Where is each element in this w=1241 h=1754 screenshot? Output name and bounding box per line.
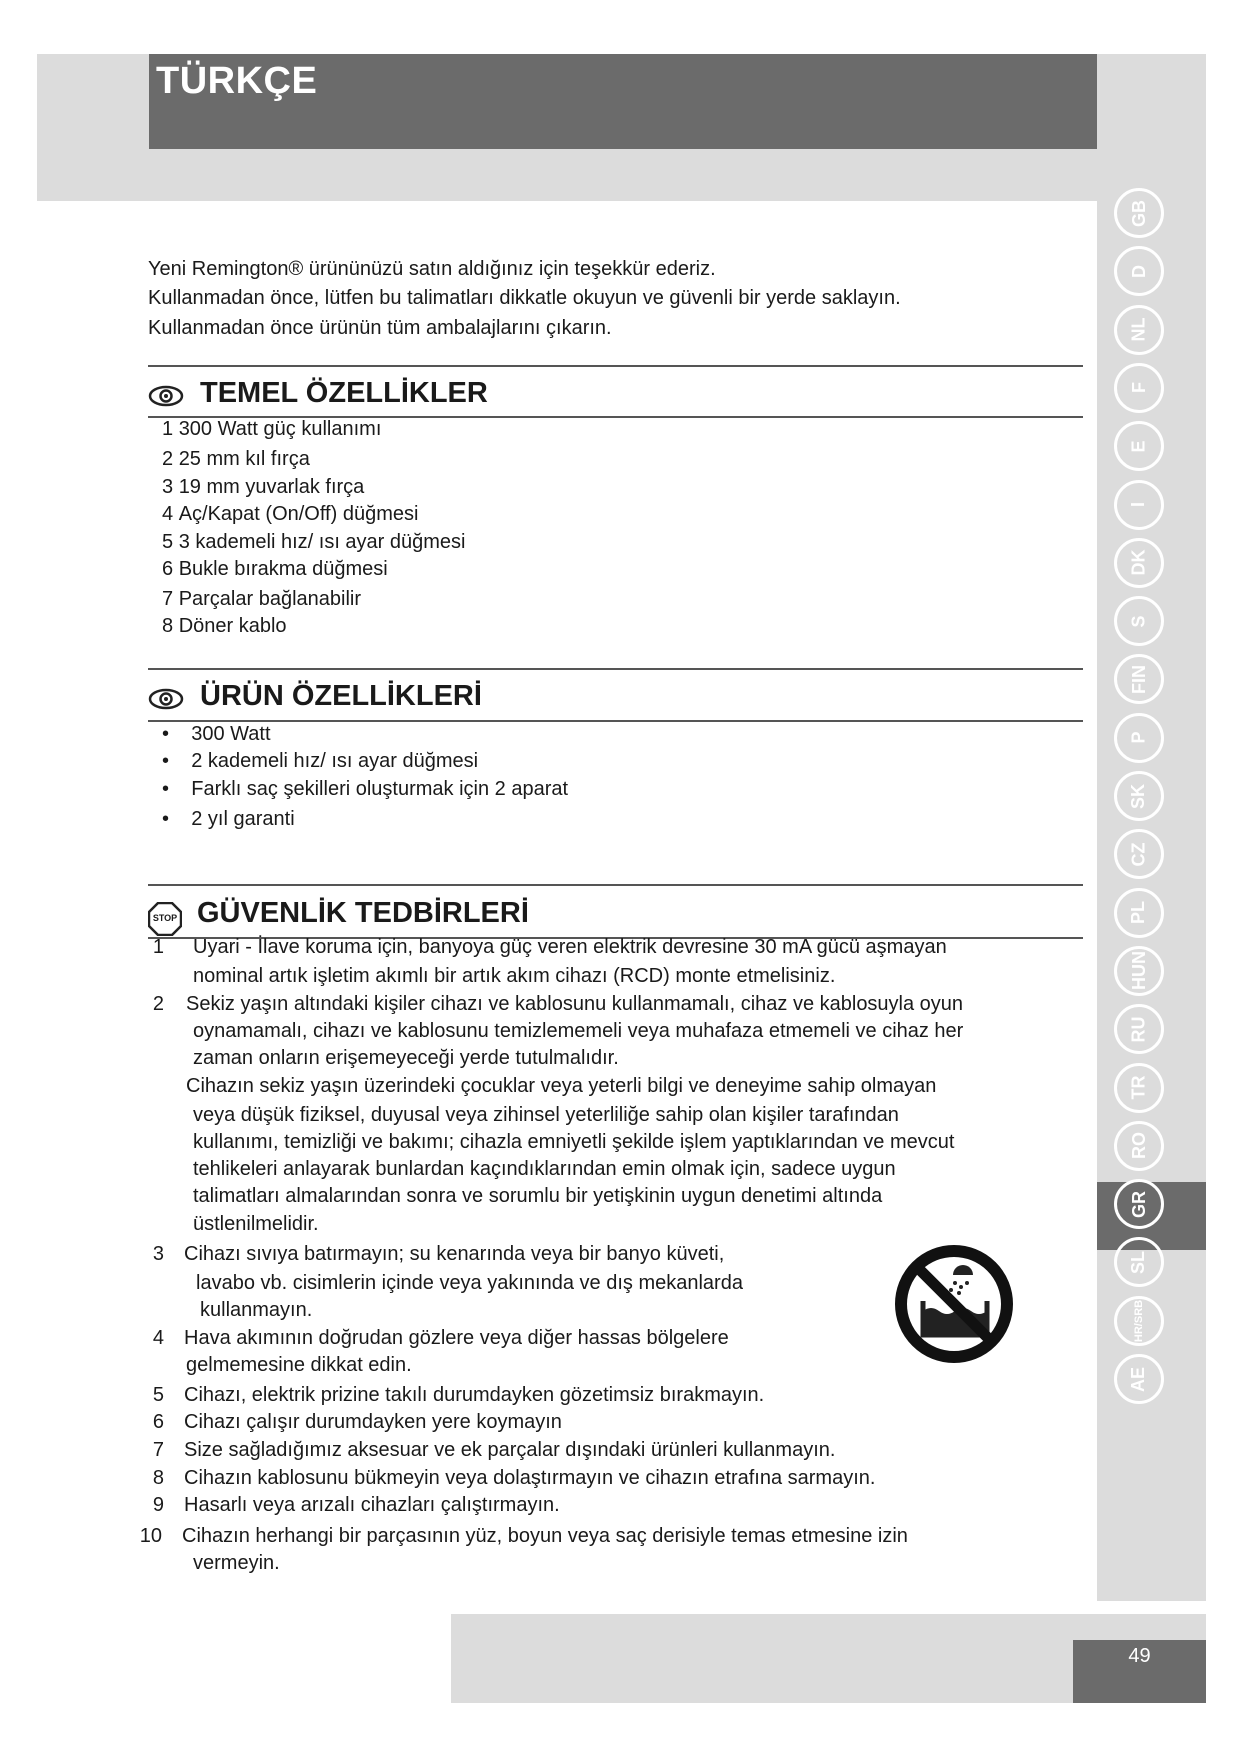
- lang-code: DK: [1128, 549, 1149, 576]
- line-text: Size sağladığımız aksesuar ve ek parçalar dışındaki ürünleri kullanmayın.: [184, 1439, 836, 1461]
- lang-tab-hun[interactable]: [1114, 946, 1164, 996]
- line-number: 10: [139, 1525, 162, 1547]
- page-number: 49: [1128, 1645, 1151, 1667]
- line-text: üstlenilmelidir.: [193, 1213, 319, 1235]
- section-divider: [148, 668, 1083, 670]
- lang-code: CZ: [1128, 842, 1149, 867]
- intro-line-2: Kullanmadan önce, lütfen bu talimatları dikkatle okuyun ve güvenli bir yerde saklayın.: [148, 287, 901, 309]
- line-text: Hava akımının doğrudan gözlere veya diğer hassas bölgelere: [184, 1327, 729, 1349]
- lang-tab-dk[interactable]: [1114, 538, 1164, 588]
- lang-tab-ro[interactable]: [1114, 1121, 1164, 1171]
- line-number: 3: [152, 1243, 164, 1265]
- lang-tab-p[interactable]: [1114, 713, 1164, 763]
- page-title: TÜRKÇE: [156, 60, 318, 102]
- list-item: • 2 yıl garanti: [162, 808, 295, 830]
- lang-tab-gr[interactable]: [1114, 1179, 1164, 1229]
- section-divider: [148, 720, 1083, 722]
- lang-tab-ae[interactable]: [1114, 1354, 1164, 1404]
- no-water-icon: [893, 1243, 1015, 1365]
- list-item: 7 Parçalar bağlanabilir: [162, 588, 362, 610]
- lang-code: AE: [1128, 1366, 1149, 1392]
- line-text: lavabo vb. cisimlerin içinde veya yakınında ve dış mekanlarda: [196, 1272, 743, 1294]
- lang-code: RO: [1128, 1132, 1149, 1160]
- list-item: 6 Bukle bırakma düğmesi: [162, 558, 388, 580]
- line-text: gelmemesine dikkat edin.: [186, 1354, 412, 1376]
- lang-code: F: [1128, 382, 1149, 394]
- lang-code: PL: [1128, 901, 1149, 925]
- list-item: • 300 Watt: [162, 723, 271, 745]
- list-item: • 2 kademeli hız/ ısı ayar düğmesi: [162, 750, 479, 772]
- line-text: Sekiz yaşın altındaki kişiler cihazı ve kablosunu kullanmamalı, cihaz ve kablosuyla oyun: [186, 993, 964, 1015]
- line-number: 6: [152, 1411, 164, 1433]
- line-number: 5: [152, 1384, 164, 1406]
- line-number: 4: [152, 1327, 164, 1349]
- lang-code: NL: [1128, 317, 1149, 342]
- line-text: Cihazın kablosunu bükmeyin veya dolaştırmayın ve cihazın etrafına sarmayın.: [184, 1467, 876, 1489]
- lang-tab-f[interactable]: [1114, 363, 1164, 413]
- lang-tab-i[interactable]: [1114, 480, 1164, 530]
- lang-code: I: [1128, 501, 1149, 508]
- list-item: 4 Aç/Kapat (On/Off) düğmesi: [162, 503, 419, 525]
- lang-tab-s[interactable]: [1114, 596, 1164, 646]
- line-text: Cihazın sekiz yaşın üzerindeki çocuklar veya yeterli bilgi ve deneyime sahip olmayan: [186, 1075, 937, 1097]
- lang-code: D: [1128, 264, 1149, 278]
- eye-icon: [148, 687, 184, 711]
- lang-tab-tr[interactable]: [1114, 1063, 1164, 1113]
- list-item: 8 Döner kablo: [162, 615, 287, 637]
- line-number: 7: [152, 1439, 164, 1461]
- section-title-product: ÜRÜN ÖZELLİKLERİ: [200, 680, 482, 712]
- line-number: 8: [152, 1467, 164, 1489]
- section-divider: [148, 884, 1083, 886]
- lang-code: RU: [1128, 1016, 1149, 1043]
- lang-tab-e[interactable]: [1114, 421, 1164, 471]
- lang-code: GR: [1128, 1190, 1149, 1218]
- line-text: nominal artık işletim akımlı bir artık akım cihazı (RCD) monte etmelisiniz.: [193, 965, 836, 987]
- intro-line-3: Kullanmadan önce ürünün tüm ambalajlarını çıkarın.: [148, 317, 612, 339]
- stop-label: STOP: [152, 913, 178, 923]
- line-text: Uyari - İlave koruma için, banyoya güç veren elektrik devresine 30 mA gücü aşmayan: [193, 936, 947, 958]
- line-text: kullanımı, temizliği ve bakımı; cihazla emniyetli şekilde işlem yaptıklarından ve mevcut: [193, 1131, 955, 1153]
- lang-code: SK: [1128, 783, 1149, 809]
- line-text: Cihazın herhangi bir parçasının yüz, boyun veya saç derisiyle temas etmesine izin: [182, 1525, 908, 1547]
- line-text: zaman onların erişemeyeceği yerde tutulmalıdır.: [193, 1047, 619, 1069]
- lang-code: S: [1128, 615, 1149, 628]
- section-title-features: TEMEL ÖZELLİKLER: [200, 377, 488, 409]
- lang-code: E: [1128, 440, 1149, 453]
- line-text: kullanmayın.: [200, 1299, 313, 1321]
- line-text: vermeyin.: [193, 1552, 280, 1574]
- lang-tab-hr-srb[interactable]: [1114, 1296, 1164, 1346]
- lang-code: GB: [1128, 199, 1149, 227]
- lang-tab-ru[interactable]: [1114, 1004, 1164, 1054]
- lang-code: HUN: [1128, 951, 1149, 991]
- line-number: 2: [152, 993, 164, 1015]
- stop-icon: [148, 902, 182, 936]
- line-text: Hasarlı veya arızalı cihazları çalıştırmayın.: [184, 1494, 560, 1516]
- section-divider: [148, 365, 1083, 367]
- list-item: • Farklı saç şekilleri oluşturmak için 2 aparat: [162, 778, 569, 800]
- lang-code: SL: [1128, 1250, 1149, 1274]
- list-item: 2 25 mm kıl fırça: [162, 448, 310, 470]
- line-number: 9: [152, 1494, 164, 1516]
- line-text: oynamamalı, cihazı ve kablosunu temizlememeli veya muhafaza etmemeli ve cihaz her: [193, 1020, 964, 1042]
- line-text: Cihazı, elektrik prizine takılı durumdayken gözetimsiz bırakmayın.: [184, 1384, 765, 1406]
- line-text: Cihazı çalışır durumdayken yere koymayın: [184, 1411, 562, 1433]
- lang-code: P: [1128, 731, 1149, 744]
- intro-line-1: Yeni Remington® ürününüzü satın aldığınız için teşekkür ederiz.: [148, 258, 716, 280]
- eye-icon: [148, 384, 184, 408]
- lang-tab-gb[interactable]: [1114, 188, 1164, 238]
- lang-tab-cz[interactable]: [1114, 829, 1164, 879]
- line-text: Cihazı sıvıya batırmayın; su kenarında veya bir banyo küveti,: [184, 1243, 725, 1265]
- line-text: talimatları almalarından sonra ve sorumlu bir yetişkinin uygun denetimi altında: [193, 1185, 883, 1207]
- lang-code: HR/SRB: [1132, 1299, 1145, 1342]
- lang-tab-nl[interactable]: [1114, 305, 1164, 355]
- lang-code: FIN: [1128, 664, 1149, 694]
- lang-tab-sk[interactable]: [1114, 771, 1164, 821]
- section-title-safety: GÜVENLİK TEDBİRLERİ: [197, 897, 529, 929]
- list-item: 3 19 mm yuvarlak fırça: [162, 476, 365, 498]
- list-item: 5 3 kademeli hız/ ısı ayar düğmesi: [162, 531, 466, 553]
- lang-code: TR: [1128, 1075, 1149, 1100]
- line-text: tehlikeleri anlayarak bunlardan kaçındıklarından emin olmak için, sadece uygun: [193, 1158, 896, 1180]
- line-text: veya düşük fiziksel, duyusal veya zihinsel yeterliliğe sahip olan kişiler tarafından: [193, 1104, 899, 1126]
- lang-tab-d[interactable]: [1114, 246, 1164, 296]
- line-number: 1: [152, 936, 164, 958]
- lang-tab-pl[interactable]: [1114, 888, 1164, 938]
- list-item: 1 300 Watt güç kullanımı: [162, 418, 382, 440]
